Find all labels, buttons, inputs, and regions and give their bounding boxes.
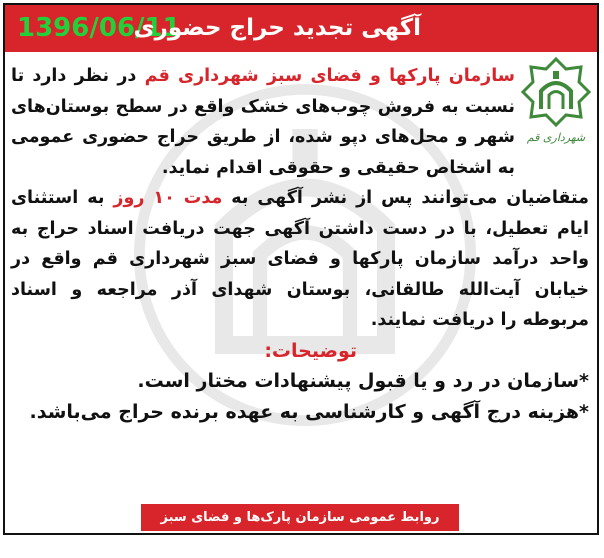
notes-title: توضیحات:	[264, 339, 357, 362]
notice-date: 1396/06/11	[17, 13, 181, 43]
footer-credit: روابط عمومی سازمان پارک‌ها و فضای سبز شهرداری قم	[141, 504, 459, 531]
paragraph-intro	[11, 61, 589, 183]
duration-text: مدت ۱۰ روز	[113, 188, 223, 208]
notice-title: آگهی تجدید حراج حضوری	[133, 15, 421, 41]
instructions-rest: به استثنای ایام تعطیل، با در دست داشتن آگهی جهت دریافت اسناد حراج به واحد درآمد سازمان پارکها و فضای سبز شهرداری قم واقع در خیابان آیت‌الله طالقانی، بوستان شهدای آذر مراجعه و اسناد مربوطه را دریافت نمایند.	[11, 188, 589, 330]
notice-frame	[3, 3, 599, 552]
logo-caption: شهرداری قم	[526, 131, 586, 144]
note-item: *هزینه درج آگهی و کارشناسی به عهده برنده حراج می‌باشد.	[29, 400, 589, 423]
notice-body	[11, 61, 589, 428]
organization-name: سازمان پارکها و فضای سبز شهرداری قم	[144, 66, 516, 86]
instructions-start: متقاضیان می‌توانند پس از نشر آگهی به	[222, 188, 590, 208]
paragraph-instructions	[11, 183, 589, 336]
note-item: *سازمان در رد و یا قبول پیشنهادات مختار است.	[137, 369, 589, 392]
header-bar	[5, 5, 597, 52]
intro-text: در نظر دارد تا نسبت به فروش چوب‌های خشک واقع در سطح بوستان‌های شهر و محل‌های دپو شده، از طریق حراج حضوری عمومی به اشخاص حقیقی و حقوقی اقدام نماید.	[11, 66, 515, 178]
